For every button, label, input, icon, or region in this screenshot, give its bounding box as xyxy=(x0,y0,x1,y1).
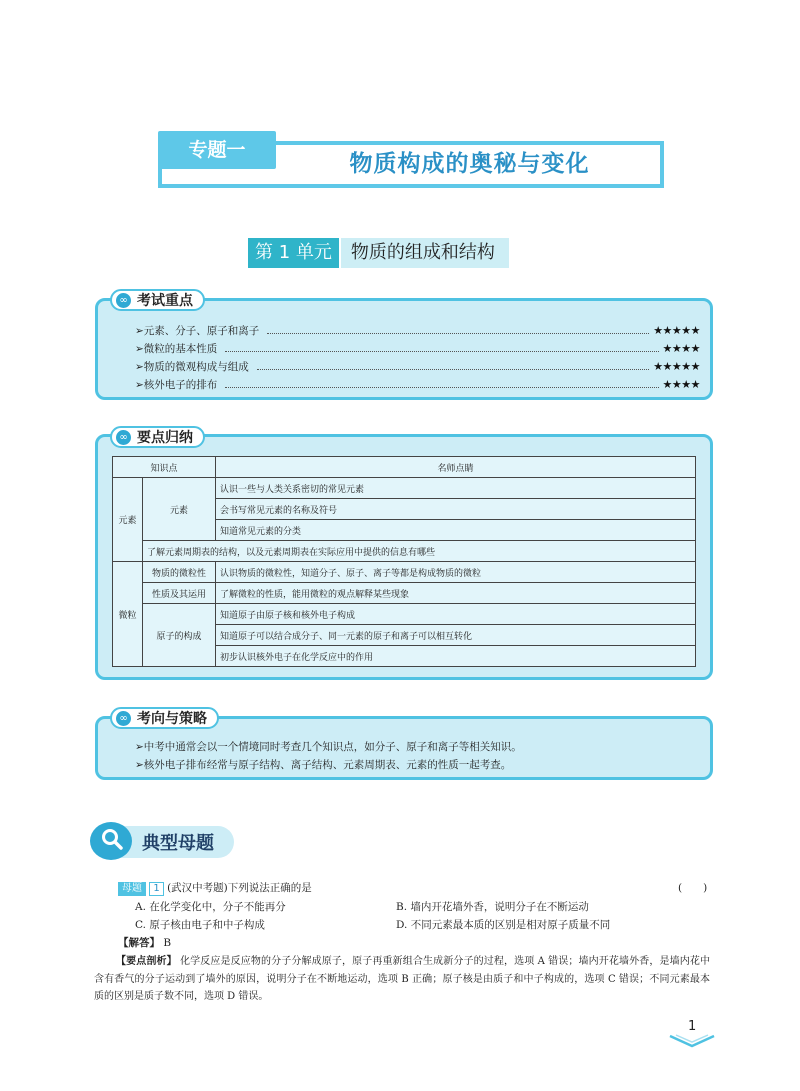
chapter-tag: 专题一 xyxy=(158,131,276,169)
list-item-label: ➢物质的微观构成与组成 xyxy=(135,360,249,373)
question-stem xyxy=(118,880,312,896)
list-item-label: ➢核外电子的排布 xyxy=(135,378,218,391)
analysis-paragraph xyxy=(94,953,710,1006)
exam-focus-heading: 考试重点 xyxy=(137,293,193,309)
chevron-down-icon xyxy=(668,1033,716,1049)
analysis-text: 化学反应是反应物的分子分解成原子，原子再重新组合生成新分子的过程，选项 A 错误；墙内开花墙外香，是墙内花中含有香气的分子运动到了墙外的原因，说明分子在不断地运动，选项 B 正确；原子核是由质子和中子构成的，选项 C 错误；不同元素最本质的区别是质子数不同，选项 D 错误。 xyxy=(94,956,710,1002)
strategy-list xyxy=(135,738,695,774)
list-item-label: ➢微粒的基本性质 xyxy=(135,342,218,355)
key-points-heading: 要点归纳 xyxy=(137,430,193,446)
typical-heading: 典型母题 xyxy=(142,833,214,854)
list-item xyxy=(135,321,700,339)
unit-title: 物质的组成和结构 xyxy=(341,238,509,268)
key-points-table xyxy=(112,456,696,667)
magnifier-icon xyxy=(100,827,124,851)
star-rating: ★★★★★ xyxy=(653,359,700,373)
table-header: 名师点睛 xyxy=(216,457,696,478)
exam-focus-list xyxy=(135,321,700,393)
list-item xyxy=(135,357,700,375)
answer-value: B xyxy=(163,937,172,949)
answer-label: 【解答】 xyxy=(118,937,160,949)
key-points-tab xyxy=(110,426,205,448)
table-row xyxy=(113,478,696,499)
list-item-label: ➢元素、分子、原子和离子 xyxy=(135,324,260,337)
question-label: 母题 xyxy=(118,882,146,896)
table-cell: 了解元素周期表的结构，以及元素周期表在实际应用中提供的信息有哪些 xyxy=(143,541,696,562)
option-d: D. 不同元素最本质的区别是相对原子质量不同 xyxy=(396,919,611,931)
table-cell-category: 元素 xyxy=(113,478,143,562)
table-cell-category: 微粒 xyxy=(113,562,143,667)
table-cell-subcategory: 原子的构成 xyxy=(143,604,216,667)
table-cell-subcategory: 性质及其运用 xyxy=(143,583,216,604)
unit-header xyxy=(248,238,509,268)
answer-blank: ( ) xyxy=(678,882,708,894)
option-b: B. 墙内开花墙外香，说明分子在不断运动 xyxy=(396,901,589,913)
list-item xyxy=(135,375,700,393)
table-row xyxy=(113,562,696,583)
table-cell: 知道原子可以结合成分子、同一元素的原子和离子可以相互转化 xyxy=(216,625,696,646)
table-cell: 认识一些与人类关系密切的常见元素 xyxy=(216,478,696,499)
table-header-row xyxy=(113,457,696,478)
question-text: 下列说法正确的是 xyxy=(227,882,312,894)
star-rating: ★★★★ xyxy=(662,341,700,355)
unit-label: 第 1 单元 xyxy=(248,238,339,268)
question-source: (武汉中考题) xyxy=(167,882,228,894)
question-number: 1 xyxy=(149,882,163,896)
link-icon: ∞ xyxy=(116,293,131,308)
dot-leader xyxy=(257,362,649,370)
table-cell-subcategory: 物质的微粒性 xyxy=(143,562,216,583)
list-item xyxy=(135,339,700,357)
dot-leader xyxy=(267,326,649,334)
dot-leader xyxy=(225,380,658,388)
list-item: ➢核外电子排布经常与原子结构、离子结构、元素周期表、元素的性质一起考查。 xyxy=(135,759,512,771)
table-row xyxy=(113,604,696,625)
table-row xyxy=(113,583,696,604)
table-cell-subcategory: 元素 xyxy=(143,478,216,541)
option-a: A. 在化学变化中，分子不能再分 xyxy=(135,901,286,913)
exam-focus-tab xyxy=(110,289,205,311)
chapter-title: 物质构成的奥秘与变化 xyxy=(349,151,590,177)
table-cell: 知道原子由原子核和核外电子构成 xyxy=(216,604,696,625)
table-cell: 初步认识核外电子在化学反应中的作用 xyxy=(216,646,696,667)
analysis-label: 【要点剖析】 xyxy=(116,956,177,967)
table-cell: 认识物质的微粒性，知道分子、原子、离子等都是构成物质的微粒 xyxy=(216,562,696,583)
option-c: C. 原子核由电子和中子构成 xyxy=(135,919,265,931)
list-item: ➢中考中通常会以一个情境同时考查几个知识点，如分子、原子和离子等相关知识。 xyxy=(135,741,522,753)
strategy-tab xyxy=(110,707,219,729)
table-header: 知识点 xyxy=(113,457,216,478)
table-cell: 知道常见元素的分类 xyxy=(216,520,696,541)
table-cell: 了解微粒的性质，能用微粒的观点解释某些现象 xyxy=(216,583,696,604)
star-rating: ★★★★ xyxy=(662,377,700,391)
page-number: 1 xyxy=(688,1019,697,1034)
link-icon: ∞ xyxy=(116,711,131,726)
strategy-heading: 考向与策略 xyxy=(137,711,207,727)
link-icon: ∞ xyxy=(116,430,131,445)
table-row xyxy=(113,541,696,562)
table-cell: 会书写常见元素的名称及符号 xyxy=(216,499,696,520)
star-rating: ★★★★★ xyxy=(653,323,700,337)
dot-leader xyxy=(225,344,658,352)
answer-line xyxy=(118,935,171,950)
